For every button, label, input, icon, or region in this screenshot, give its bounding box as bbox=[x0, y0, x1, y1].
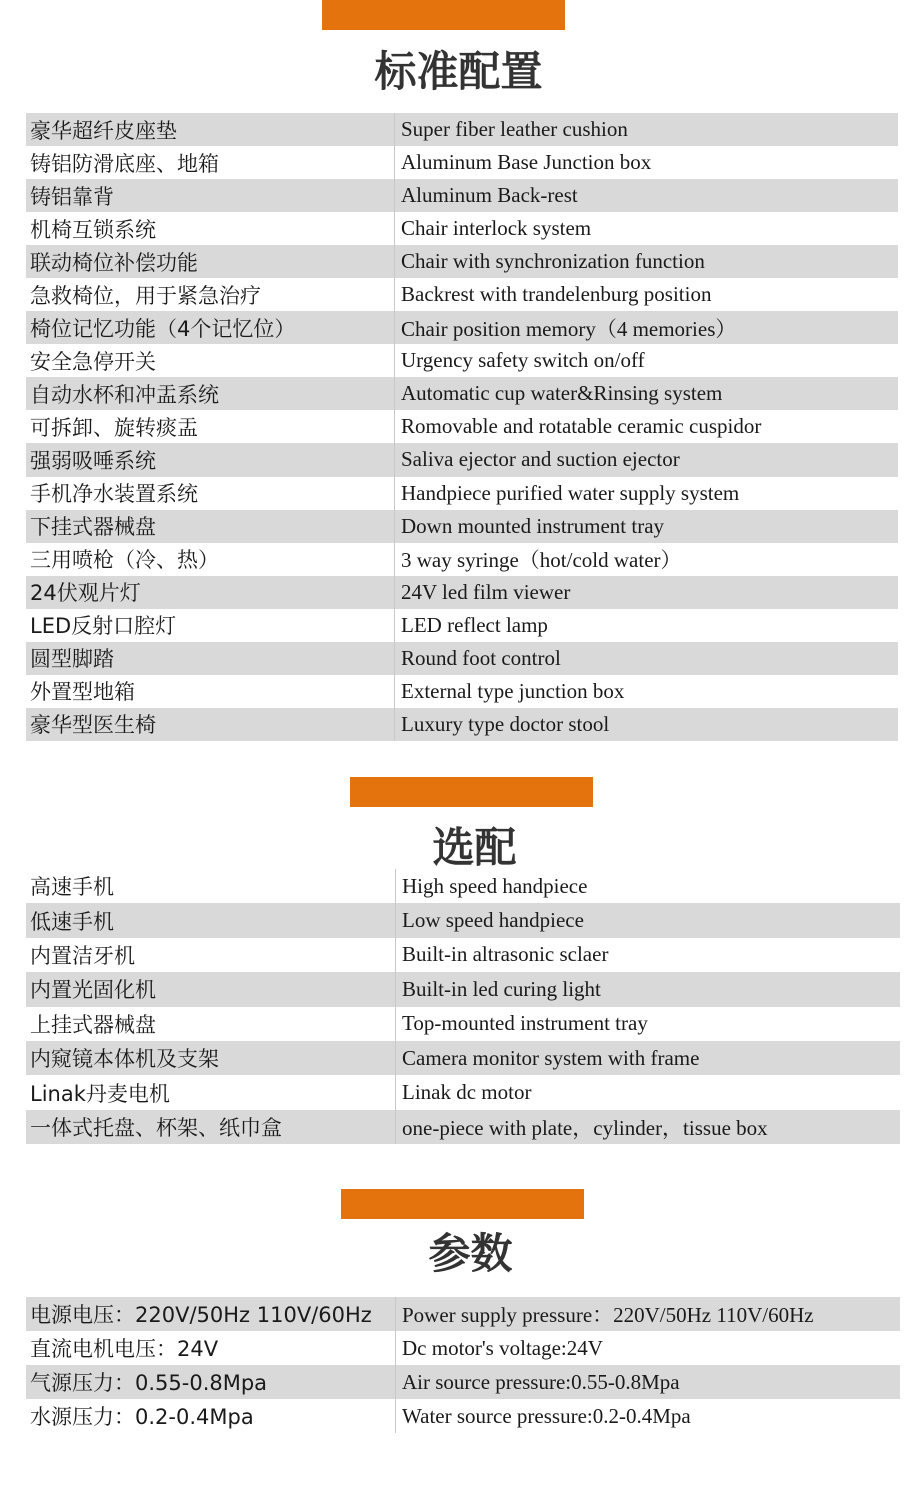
table-row bbox=[26, 311, 898, 344]
row-label-cn: Linak丹麦电机 bbox=[30, 1081, 170, 1106]
table-row bbox=[26, 212, 898, 245]
table-row bbox=[26, 972, 900, 1006]
table-row bbox=[26, 1297, 900, 1331]
row-label-cn: 上挂式器械盘 bbox=[30, 1012, 156, 1037]
table-row bbox=[26, 1110, 900, 1144]
section-title-standard: 标准配置 bbox=[374, 47, 543, 96]
row-label-en: Urgency safety switch on/off bbox=[394, 344, 645, 377]
row-label-cn: 电源电压：220V/50Hz 110V/60Hz bbox=[30, 1303, 372, 1327]
section-accent-bar-standard bbox=[322, 0, 565, 30]
table-row bbox=[26, 576, 898, 609]
table-row bbox=[26, 344, 898, 377]
row-label-en: Romovable and rotatable ceramic cuspidor bbox=[394, 410, 761, 443]
table-row bbox=[26, 938, 900, 972]
row-label-en: Chair with synchronization function bbox=[394, 245, 705, 278]
section-title-optional: 选配 bbox=[432, 823, 517, 872]
row-label-en: Super fiber leather cushion bbox=[394, 113, 628, 146]
row-label-cn: 椅位记忆功能（4个记忆位） bbox=[30, 316, 296, 341]
row-label-cn: 铸铝防滑底座、地箱 bbox=[30, 151, 219, 176]
row-label-cn: 急救椅位，用于紧急治疗 bbox=[30, 283, 261, 308]
table-row bbox=[26, 1399, 900, 1433]
row-label-cn: LED反射口腔灯 bbox=[30, 614, 177, 639]
row-label-cn: 下挂式器械盘 bbox=[30, 515, 156, 540]
row-label-cn: 水源压力：0.2-0.4Mpa bbox=[30, 1405, 254, 1429]
row-label-cn: 强弱吸唾系统 bbox=[30, 448, 156, 473]
row-label-cn: 内置光固化机 bbox=[30, 978, 156, 1003]
table-row bbox=[26, 377, 898, 410]
row-label-cn: 联动椅位补偿功能 bbox=[30, 250, 198, 275]
table-row bbox=[26, 675, 898, 708]
row-label-cn: 豪华型医生椅 bbox=[30, 713, 156, 738]
section-title-params: 参数 bbox=[428, 1229, 513, 1278]
row-label-cn: 豪华超纤皮座垫 bbox=[30, 118, 177, 143]
table-row bbox=[26, 708, 898, 741]
table-row bbox=[26, 278, 898, 311]
row-label-en: Automatic cup water&Rinsing system bbox=[394, 377, 722, 410]
row-label-en: Linak dc motor bbox=[395, 1075, 531, 1109]
row-label-cn: 一体式托盘、杯架、纸巾盒 bbox=[30, 1115, 282, 1140]
row-label-en: Built-in altrasonic sclaer bbox=[395, 938, 608, 972]
row-label-en: Chair position memory（4 memories） bbox=[394, 311, 736, 344]
row-label-cn: 高速手机 bbox=[30, 875, 114, 900]
table-row bbox=[26, 1365, 900, 1399]
row-label-en: Saliva ejector and suction ejector bbox=[394, 443, 680, 476]
row-label-en: LED reflect lamp bbox=[394, 609, 548, 642]
row-label-en: Round foot control bbox=[394, 642, 561, 675]
row-label-cn: 机椅互锁系统 bbox=[30, 217, 156, 242]
row-label-en: Dc motor's voltage:24V bbox=[395, 1331, 603, 1365]
row-label-en: 3 way syringe（hot/cold water） bbox=[394, 543, 682, 576]
row-label-cn: 直流电机电压：24V bbox=[30, 1337, 219, 1361]
row-label-en: Backrest with trandelenburg position bbox=[394, 278, 711, 311]
table-row bbox=[26, 869, 900, 903]
row-label-cn: 低速手机 bbox=[30, 909, 114, 934]
row-label-en: one-piece with plate，cylinder，tissue box bbox=[395, 1110, 768, 1144]
section-accent-bar-optional bbox=[350, 777, 593, 807]
table-row bbox=[26, 443, 898, 476]
table-row bbox=[26, 410, 898, 443]
row-label-en: High speed handpiece bbox=[395, 869, 587, 903]
table-row bbox=[26, 1331, 900, 1365]
row-label-cn: 铸铝靠背 bbox=[30, 184, 114, 209]
row-label-cn: 内置洁牙机 bbox=[30, 943, 135, 968]
table-row bbox=[26, 477, 898, 510]
row-label-en: Top-mounted instrument tray bbox=[395, 1007, 648, 1041]
row-label-cn: 可拆卸、旋转痰盂 bbox=[30, 415, 198, 440]
row-label-cn: 外置型地箱 bbox=[30, 680, 135, 705]
table-row bbox=[26, 1007, 900, 1041]
row-label-cn: 24伏观片灯 bbox=[30, 581, 141, 606]
row-label-cn: 自动水杯和冲盂系统 bbox=[30, 382, 219, 407]
row-label-en: External type junction box bbox=[394, 675, 624, 708]
table-row bbox=[26, 903, 900, 937]
row-label-en: Aluminum Back-rest bbox=[394, 179, 578, 212]
row-label-en: Water source pressure:0.2-0.4Mpa bbox=[395, 1399, 691, 1433]
row-label-cn: 三用喷枪（冷、热） bbox=[30, 548, 219, 573]
section-accent-bar-params bbox=[341, 1189, 584, 1219]
row-label-cn: 安全急停开关 bbox=[30, 349, 156, 374]
table-row bbox=[26, 179, 898, 212]
row-label-en: Aluminum Base Junction box bbox=[394, 146, 651, 179]
standard-config-table bbox=[26, 113, 898, 741]
row-label-en: Chair interlock system bbox=[394, 212, 591, 245]
row-label-en: Low speed handpiece bbox=[395, 903, 584, 937]
row-label-cn: 气源压力：0.55-0.8Mpa bbox=[30, 1371, 268, 1395]
table-row bbox=[26, 1075, 900, 1109]
row-label-cn: 手机净水装置系统 bbox=[30, 482, 198, 507]
row-label-en: Luxury type doctor stool bbox=[394, 708, 609, 741]
row-label-en: Camera monitor system with frame bbox=[395, 1041, 699, 1075]
row-label-en: Handpiece purified water supply system bbox=[394, 477, 739, 510]
table-row bbox=[26, 543, 898, 576]
row-label-en: Built-in led curing light bbox=[395, 972, 601, 1006]
table-row bbox=[26, 113, 898, 146]
row-label-cn: 圆型脚踏 bbox=[30, 647, 114, 672]
row-label-cn: 内窥镜本体机及支架 bbox=[30, 1047, 219, 1072]
table-row bbox=[26, 642, 898, 675]
table-row bbox=[26, 609, 898, 642]
optional-config-table bbox=[26, 869, 900, 1144]
row-label-en: Air source pressure:0.55-0.8Mpa bbox=[395, 1365, 680, 1399]
table-row bbox=[26, 146, 898, 179]
row-label-en: Power supply pressure：220V/50Hz 110V/60Hz bbox=[395, 1297, 814, 1331]
table-row bbox=[26, 1041, 900, 1075]
parameters-table bbox=[26, 1297, 900, 1433]
row-label-en: 24V led film viewer bbox=[394, 576, 570, 609]
row-label-en: Down mounted instrument tray bbox=[394, 510, 664, 543]
table-row bbox=[26, 510, 898, 543]
table-row bbox=[26, 245, 898, 278]
